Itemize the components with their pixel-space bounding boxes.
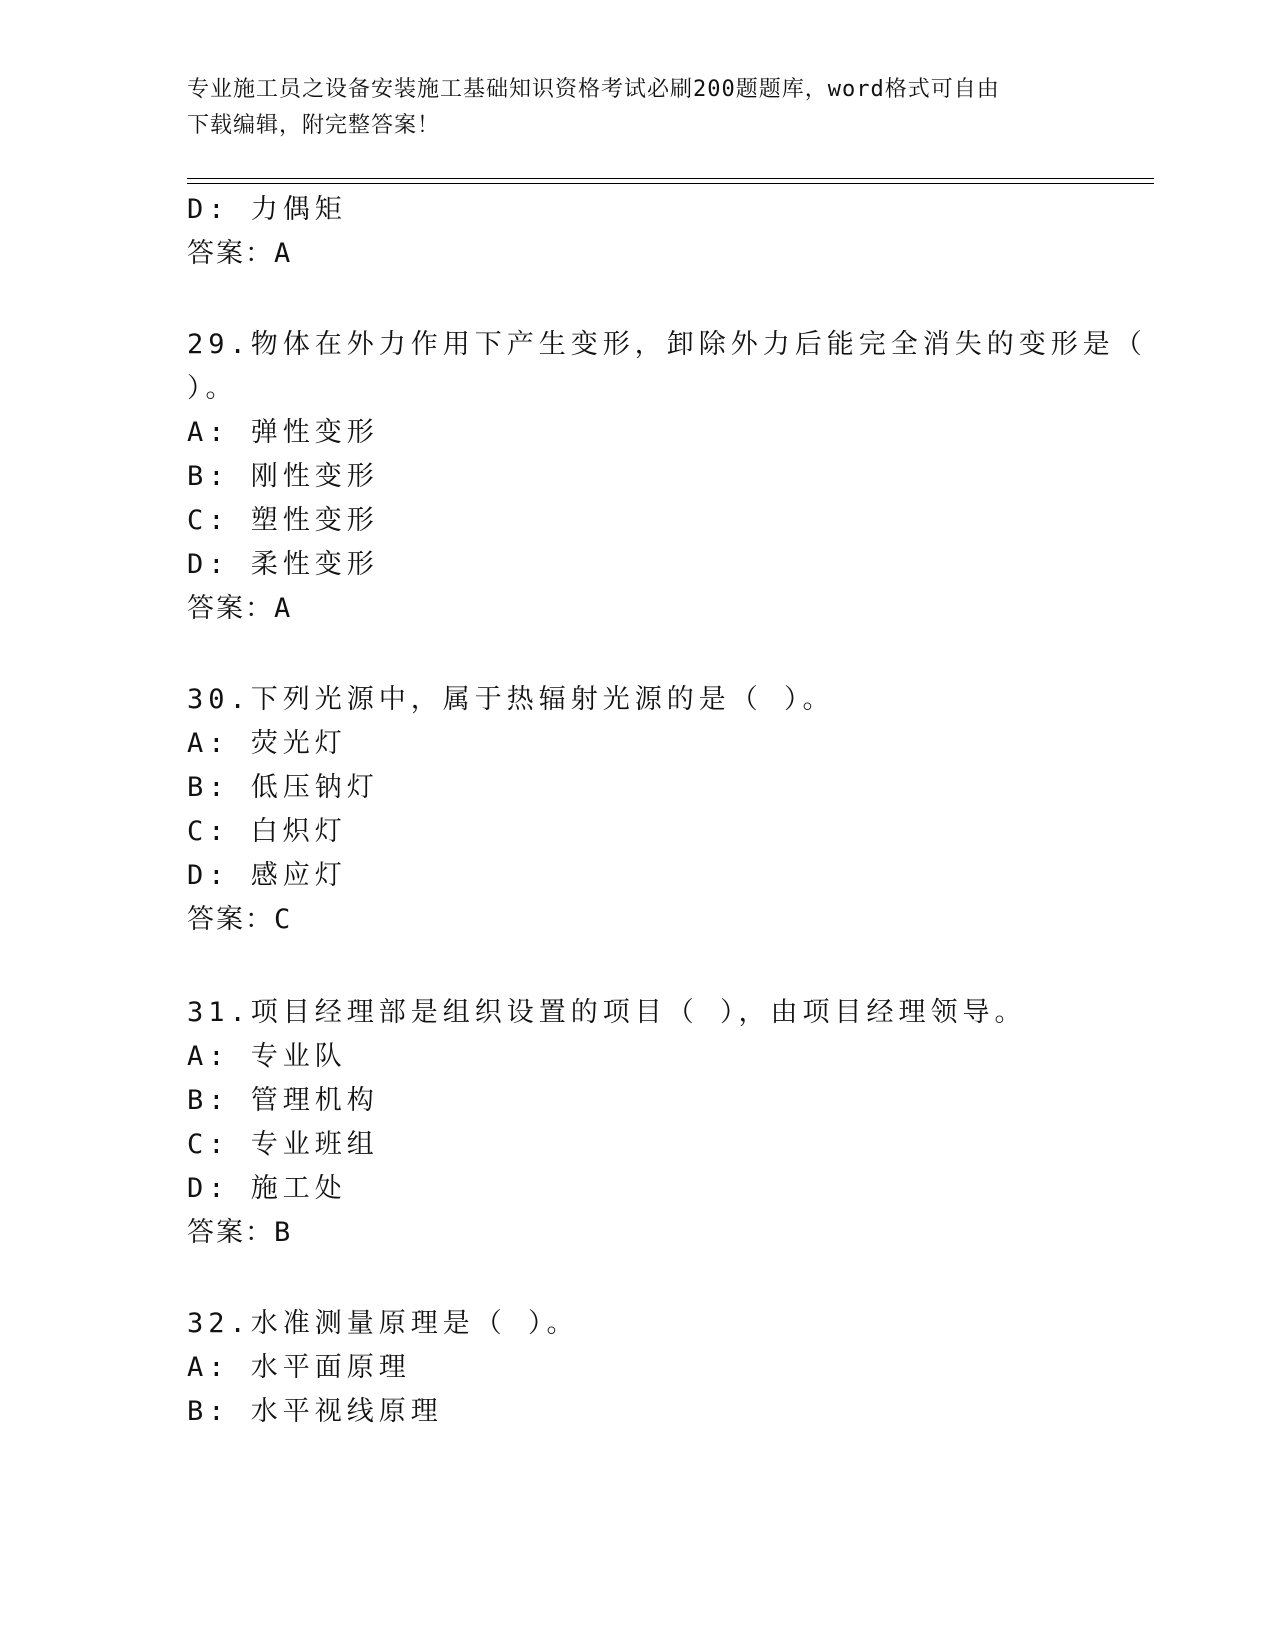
header-line-1: 专业施工员之设备安装施工基础知识资格考试必刷200题题库，word格式可自由	[187, 77, 1000, 102]
header-rule-bottom	[187, 183, 1154, 184]
q32-option-b: B: 水平视线原理	[187, 1396, 443, 1427]
q29-answer: 答案：A	[187, 593, 293, 624]
q32-option-a: A: 水平面原理	[187, 1352, 411, 1383]
q31-stem: 31.项目经理部是组织设置的项目（ ），由项目经理领导。	[187, 997, 1027, 1028]
q30-stem: 30.下列光源中，属于热辐射光源的是（ ）。	[187, 684, 835, 715]
header-line-2: 下载编辑，附完整答案！	[187, 113, 441, 138]
q29-option-c: C: 塑性变形	[187, 505, 379, 536]
header-rule-top	[187, 178, 1154, 179]
q29-option-d: D: 柔性变形	[187, 549, 379, 580]
q30-option-d: D: 感应灯	[187, 860, 347, 891]
q30-option-a: A: 荧光灯	[187, 728, 347, 759]
document-header	[187, 72, 1067, 144]
q31-option-c: C: 专业班组	[187, 1129, 379, 1160]
q31-option-a: A: 专业队	[187, 1041, 347, 1072]
q31-option-b: B: 管理机构	[187, 1085, 379, 1116]
q32-stem: 32.水准测量原理是（ ）。	[187, 1308, 579, 1339]
q29-option-b: B: 刚性变形	[187, 461, 379, 492]
q28-option-d: D: 力偶矩	[187, 194, 347, 225]
q29-stem-line-1: 29.物体在外力作用下产生变形，卸除外力后能完全消失的变形是（	[187, 329, 1147, 360]
q30-answer: 答案：C	[187, 904, 293, 935]
q30-option-c: C: 白炽灯	[187, 816, 347, 847]
q28-answer: 答案：A	[187, 238, 293, 269]
q29-stem-line-2: ）。	[187, 373, 238, 404]
q31-option-d: D: 施工处	[187, 1173, 347, 1204]
q30-option-b: B: 低压钠灯	[187, 772, 379, 803]
q29-option-a: A: 弹性变形	[187, 417, 379, 448]
q31-answer: 答案：B	[187, 1217, 293, 1248]
